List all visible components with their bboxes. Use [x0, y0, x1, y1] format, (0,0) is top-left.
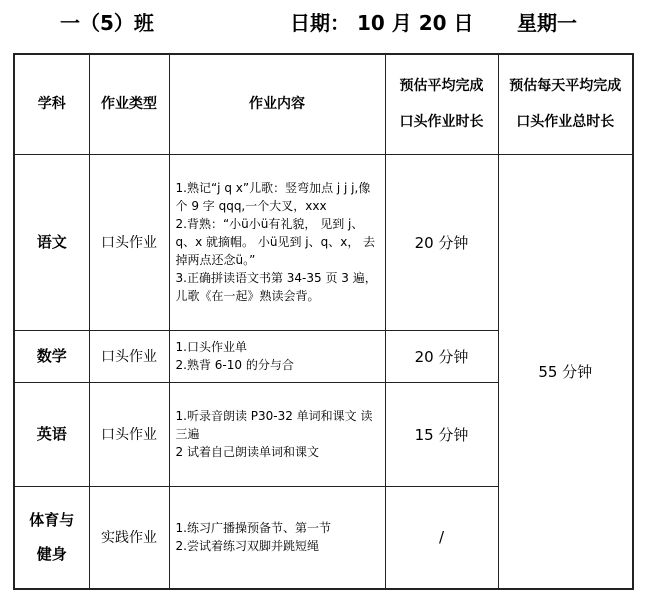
time-cell: 15 分钟 [385, 382, 498, 486]
table-header-row [14, 54, 633, 154]
type-cell: 实践作业 [89, 486, 169, 589]
total-time-cell: 55 分钟 [498, 154, 633, 589]
col-header-total-time: 预估每天平均完成 口头作业总时长 [498, 54, 633, 154]
time-cell: / [385, 486, 498, 589]
page-header [0, 8, 649, 42]
content-cell: 1.口头作业单 2.熟背 6-10 的分与合 [169, 330, 385, 382]
time-cell: 20 分钟 [385, 330, 498, 382]
col-header-content: 作业内容 [169, 54, 385, 154]
date-label: 日期： 10 月 20 日 [290, 11, 474, 35]
subject-cell: 英语 [14, 382, 89, 486]
subject-cell: 语文 [14, 154, 89, 330]
col-header-avg-time: 预估平均完成 口头作业时长 [385, 54, 498, 154]
type-cell: 口头作业 [89, 382, 169, 486]
table-row [14, 154, 633, 330]
col-header-type: 作业类型 [89, 54, 169, 154]
col-header-subject: 学科 [14, 54, 89, 154]
content-cell: 1.练习广播操预备节、第一节 2.尝试着练习双脚并跳短绳 [169, 486, 385, 589]
weekday-label: 星期一 [517, 11, 577, 35]
time-cell: 20 分钟 [385, 154, 498, 330]
content-cell: 1.熟记“j q x”儿歌：竖弯加点 j j j,像个 9 字 qqq,一个大叉，xxx 2.背熟：“小ü小ü有礼貌， 见到 j、q、x 就摘帽。 小ü见到 j、q、x， 去掉两点还念ü。” 3.正确拼读语文书第 34-35 页 3 遍，儿歌《在一起》熟读会背。 [169, 154, 385, 330]
subject-cell: 体育与 健身 [14, 486, 89, 589]
type-cell: 口头作业 [89, 154, 169, 330]
homework-table [13, 53, 634, 590]
subject-cell: 数学 [14, 330, 89, 382]
content-cell: 1.听录音朗读 P30-32 单词和课文 读三遍 2 试着自己朗读单词和课文 [169, 382, 385, 486]
class-label: 一（5）班 [60, 11, 154, 35]
type-cell: 口头作业 [89, 330, 169, 382]
